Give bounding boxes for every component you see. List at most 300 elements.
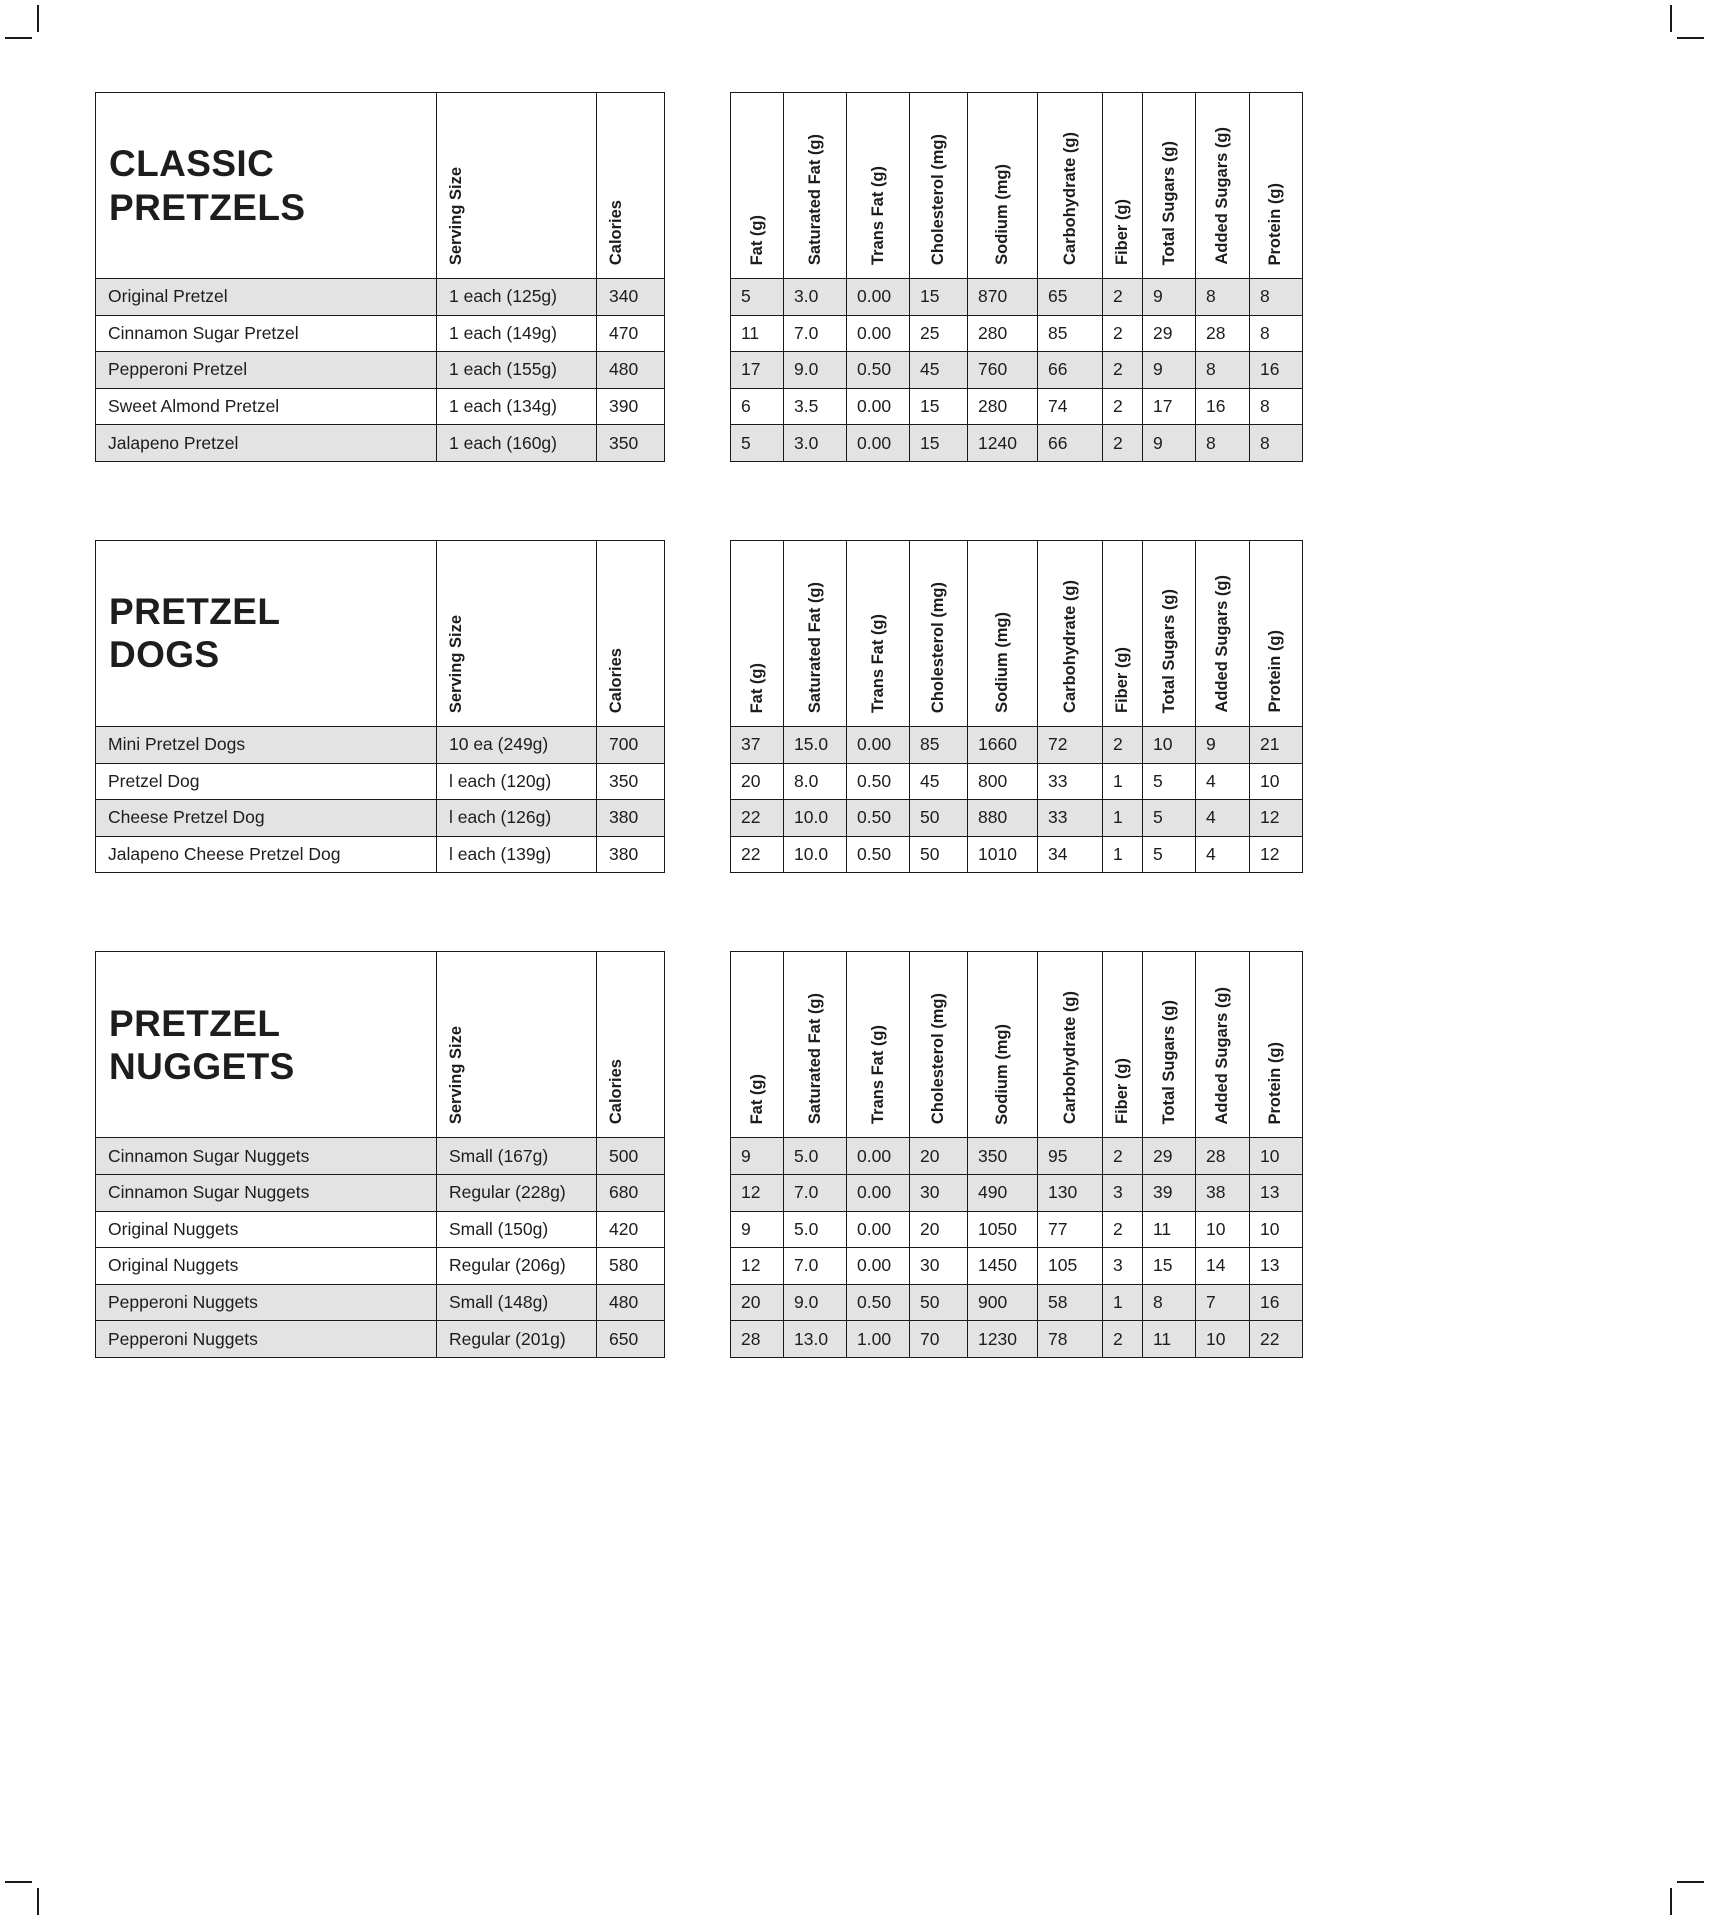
nutrition-value: 1 xyxy=(1102,800,1142,836)
nutrition-column-header xyxy=(846,952,909,1137)
crop-mark xyxy=(1677,1881,1704,1883)
nutrition-table-header xyxy=(731,541,1302,726)
nutrition-column-header-label: Carbohydrate (g) xyxy=(1060,991,1079,1125)
nutrition-value: 870 xyxy=(967,279,1037,315)
nutrition-value: 2 xyxy=(1102,1138,1142,1174)
nutrition-value: 10 xyxy=(1249,1138,1301,1174)
nutrition-value: 8 xyxy=(1249,425,1301,461)
calories-column-header: Calories xyxy=(596,541,665,726)
nutrition-value: 17 xyxy=(1142,389,1195,425)
nutrition-value: 350 xyxy=(967,1138,1037,1174)
nutrition-row xyxy=(731,1174,1302,1211)
nutrition-value: 20 xyxy=(741,1292,761,1313)
nutrition-column-header-label: Fiber (g) xyxy=(1113,646,1131,713)
nutrition-value: 280 xyxy=(967,316,1037,352)
nutrition-value: 77 xyxy=(1037,1212,1102,1248)
nutrition-row xyxy=(731,388,1302,425)
nutrition-value: 0.00 xyxy=(846,1175,909,1211)
nutrition-column-header-label: Total Sugars (g) xyxy=(1159,999,1178,1125)
nutrition-value: 8 xyxy=(1249,316,1301,352)
nutrition-table-header xyxy=(731,93,1302,278)
nutrition-table xyxy=(730,951,1303,1358)
nutrition-value: 10 xyxy=(1249,1212,1301,1248)
nutrition-value: 4 xyxy=(1195,764,1249,800)
nutrition-column-header xyxy=(783,93,846,278)
nutrition-value: 11 xyxy=(1142,1212,1195,1248)
nutrition-column-header xyxy=(1249,93,1301,278)
nutrition-value: 1230 xyxy=(967,1321,1037,1357)
serving-size-value: Regular (201g) xyxy=(436,1321,596,1357)
nutrition-column-header xyxy=(1142,952,1195,1137)
serving-size-value: 1 each (134g) xyxy=(436,389,596,425)
item-row xyxy=(96,1211,664,1248)
nutrition-value: 15 xyxy=(909,389,967,425)
calories-column-header: Calories xyxy=(596,93,665,278)
nutrition-column-header xyxy=(1037,93,1102,278)
nutrition-value: 15 xyxy=(1142,1248,1195,1284)
item-name: Original Nuggets xyxy=(108,1255,239,1276)
nutrition-value: 5 xyxy=(1142,800,1195,836)
nutrition-value: 2 xyxy=(1102,352,1142,388)
item-name: Pepperoni Pretzel xyxy=(108,359,248,380)
sections-container xyxy=(95,92,1303,1436)
calories-value: 350 xyxy=(596,764,665,800)
nutrition-value: 0.00 xyxy=(846,1212,909,1248)
nutrition-value: 11 xyxy=(741,322,760,343)
nutrition-value: 1 xyxy=(1102,837,1142,873)
nutrition-column-header-label: Cholesterol (mg) xyxy=(929,133,947,265)
nutrition-value: 38 xyxy=(1195,1175,1249,1211)
nutrition-column-header-label: Sodium (mg) xyxy=(993,164,1011,265)
nutrition-column-header xyxy=(1037,541,1102,726)
nutrition-value: 8 xyxy=(1249,389,1301,425)
nutrition-value: 760 xyxy=(967,352,1037,388)
nutrition-value: 4 xyxy=(1195,800,1249,836)
nutrition-value: 0.00 xyxy=(846,316,909,352)
item-row xyxy=(96,1174,664,1211)
nutrition-value: 0.00 xyxy=(846,1138,909,1174)
nutrition-value: 4 xyxy=(1195,837,1249,873)
serving-size-value: l each (126g) xyxy=(436,800,596,836)
nutrition-value: 8 xyxy=(1195,279,1249,315)
nutrition-value: 9.0 xyxy=(783,1285,846,1321)
nutrition-column-header xyxy=(909,93,967,278)
calories-column-header: Calories xyxy=(596,952,665,1137)
nutrition-table xyxy=(730,92,1303,462)
nutrition-column-header-label: Saturated Fat (g) xyxy=(805,581,824,713)
crop-mark xyxy=(1677,37,1704,39)
section-pretzel-dogs xyxy=(95,540,1303,873)
nutrition-column-header-label: Fiber (g) xyxy=(1113,1058,1131,1125)
nutrition-value: 130 xyxy=(1037,1175,1102,1211)
nutrition-value: 10 xyxy=(1195,1321,1249,1357)
nutrition-row xyxy=(731,351,1302,388)
nutrition-value: 9 xyxy=(1142,279,1195,315)
nutrition-column-header xyxy=(1195,952,1249,1137)
nutrition-column-header-label: Fat (g) xyxy=(747,214,766,265)
nutrition-row xyxy=(731,424,1302,461)
calories-value: 500 xyxy=(596,1138,665,1174)
nutrition-table-header xyxy=(731,952,1302,1137)
nutrition-value: 3 xyxy=(1102,1248,1142,1284)
crop-mark xyxy=(5,37,32,39)
nutrition-value: 74 xyxy=(1037,389,1102,425)
item-name: Pretzel Dog xyxy=(108,770,200,791)
nutrition-row xyxy=(731,1247,1302,1284)
serving-size-column-header: Serving Size xyxy=(436,93,596,278)
nutrition-column-header-label: Protein (g) xyxy=(1266,1041,1284,1125)
calories-value: 480 xyxy=(596,352,665,388)
nutrition-value: 16 xyxy=(1195,389,1249,425)
nutrition-value: 21 xyxy=(1249,727,1301,763)
nutrition-row xyxy=(731,836,1302,873)
calories-value: 380 xyxy=(596,837,665,873)
nutrition-column-header xyxy=(1249,541,1301,726)
nutrition-row xyxy=(731,726,1302,763)
section-title-line: DOGS xyxy=(109,634,220,676)
nutrition-column-header xyxy=(846,93,909,278)
nutrition-column-header-label: Sodium (mg) xyxy=(993,1023,1011,1125)
nutrition-column-header xyxy=(967,541,1037,726)
nutrition-value: 22 xyxy=(741,807,761,828)
nutrition-value: 12 xyxy=(741,1255,761,1276)
serving-size-value: 1 each (160g) xyxy=(436,425,596,461)
nutrition-column-header-label: Added Sugars (g) xyxy=(1213,986,1231,1125)
nutrition-value: 20 xyxy=(909,1138,967,1174)
nutrition-value: 10 xyxy=(1195,1212,1249,1248)
nutrition-value: 880 xyxy=(967,800,1037,836)
nutrition-value: 3.0 xyxy=(783,279,846,315)
item-row xyxy=(96,836,664,873)
item-name: Cinnamon Sugar Pretzel xyxy=(108,322,299,343)
nutrition-value: 1 xyxy=(1102,1285,1142,1321)
section-classic-pretzels xyxy=(95,92,1303,462)
calories-value: 340 xyxy=(596,279,665,315)
nutrition-value: 0.00 xyxy=(846,425,909,461)
section-title xyxy=(96,952,436,1137)
nutrition-value: 13 xyxy=(1249,1175,1301,1211)
calories-value: 480 xyxy=(596,1285,665,1321)
item-name: Cinnamon Sugar Nuggets xyxy=(108,1145,310,1166)
nutrition-value: 0.00 xyxy=(846,279,909,315)
nutrition-value: 1010 xyxy=(967,837,1037,873)
calories-value: 420 xyxy=(596,1212,665,1248)
nutrition-value: 25 xyxy=(909,316,967,352)
nutrition-value: 66 xyxy=(1037,425,1102,461)
nutrition-column-header xyxy=(1195,541,1249,726)
nutrition-column-header-label: Added Sugars (g) xyxy=(1213,127,1231,265)
items-table-header xyxy=(96,93,664,278)
section-title-line: PRETZEL xyxy=(109,591,281,633)
items-table-header xyxy=(96,541,664,726)
nutrition-table-body xyxy=(731,1137,1302,1357)
nutrition-value: 490 xyxy=(967,1175,1037,1211)
nutrition-row xyxy=(731,799,1302,836)
nutrition-value: 8 xyxy=(1142,1285,1195,1321)
nutrition-value: 39 xyxy=(1142,1175,1195,1211)
nutrition-column-header-label: Fiber (g) xyxy=(1113,199,1131,265)
nutrition-column-header xyxy=(967,952,1037,1137)
nutrition-value: 16 xyxy=(1249,352,1301,388)
item-name: Sweet Almond Pretzel xyxy=(108,396,280,417)
nutrition-table-body xyxy=(731,278,1302,461)
nutrition-column-header xyxy=(846,541,909,726)
nutrition-value: 29 xyxy=(1142,1138,1195,1174)
nutrition-column-header-label: Saturated Fat (g) xyxy=(805,993,824,1125)
nutrition-value: 0.00 xyxy=(846,1248,909,1284)
serving-size-value: Small (150g) xyxy=(436,1212,596,1248)
nutrition-value: 8 xyxy=(1195,352,1249,388)
nutrition-column-header-label: Protein (g) xyxy=(1266,630,1284,713)
nutrition-value: 8 xyxy=(1195,425,1249,461)
nutrition-value: 7.0 xyxy=(783,1248,846,1284)
nutrition-value: 78 xyxy=(1037,1321,1102,1357)
nutrition-value: 28 xyxy=(1195,316,1249,352)
nutrition-value: 9 xyxy=(1142,425,1195,461)
nutrition-value: 800 xyxy=(967,764,1037,800)
items-table xyxy=(95,951,665,1358)
serving-size-value: Regular (206g) xyxy=(436,1248,596,1284)
nutrition-value: 12 xyxy=(741,1182,761,1203)
nutrition-column-header-label: Cholesterol (mg) xyxy=(929,581,947,713)
nutrition-value: 3.0 xyxy=(783,425,846,461)
calories-value: 380 xyxy=(596,800,665,836)
nutrition-column-header xyxy=(731,541,783,726)
nutrition-value: 20 xyxy=(741,770,761,791)
serving-size-value: 1 each (149g) xyxy=(436,316,596,352)
nutrition-column-header-label: Total Sugars (g) xyxy=(1159,140,1178,265)
nutrition-value: 9.0 xyxy=(783,352,846,388)
nutrition-value: 15.0 xyxy=(783,727,846,763)
items-table-body xyxy=(96,278,664,461)
nutrition-value: 5 xyxy=(1142,837,1195,873)
nutrition-value: 22 xyxy=(741,844,761,865)
nutrition-value: 0.50 xyxy=(846,1285,909,1321)
nutrition-value: 10 xyxy=(1249,764,1301,800)
crop-mark xyxy=(1670,5,1672,32)
nutrition-value: 1240 xyxy=(967,425,1037,461)
serving-size-value: 1 each (155g) xyxy=(436,352,596,388)
nutrition-row xyxy=(731,1284,1302,1321)
nutrition-value: 8 xyxy=(1249,279,1301,315)
nutrition-value: 85 xyxy=(909,727,967,763)
nutrition-value: 7.0 xyxy=(783,1175,846,1211)
item-row xyxy=(96,1320,664,1357)
nutrition-value: 17 xyxy=(741,359,761,380)
nutrition-value: 5 xyxy=(741,286,751,307)
item-name: Jalapeno Cheese Pretzel Dog xyxy=(108,844,341,865)
nutrition-value: 10 xyxy=(1142,727,1195,763)
serving-size-value: Small (167g) xyxy=(436,1138,596,1174)
nutrition-row xyxy=(731,315,1302,352)
nutrition-value: 37 xyxy=(741,734,761,755)
item-row xyxy=(96,1137,664,1174)
nutrition-value: 1 xyxy=(1102,764,1142,800)
nutrition-column-header-label: Trans Fat (g) xyxy=(868,613,887,713)
items-table-body xyxy=(96,1137,664,1357)
nutrition-value: 3 xyxy=(1102,1175,1142,1211)
nutrition-value: 2 xyxy=(1102,389,1142,425)
nutrition-column-header xyxy=(1142,541,1195,726)
nutrition-table-body xyxy=(731,726,1302,872)
serving-size-value: l each (120g) xyxy=(436,764,596,800)
nutrition-value: 12 xyxy=(1249,800,1301,836)
nutrition-column-header-label: Saturated Fat (g) xyxy=(805,133,824,265)
item-row xyxy=(96,726,664,763)
nutrition-column-header-label: Total Sugars (g) xyxy=(1159,588,1178,713)
nutrition-value: 50 xyxy=(909,800,967,836)
nutrition-value: 900 xyxy=(967,1285,1037,1321)
crop-mark xyxy=(37,1888,39,1915)
nutrition-column-header xyxy=(1142,93,1195,278)
section-title-line: CLASSIC xyxy=(109,143,275,185)
nutrition-value: 0.00 xyxy=(846,727,909,763)
nutrition-row xyxy=(731,1211,1302,1248)
serving-size-column-header: Serving Size xyxy=(436,952,596,1137)
nutrition-value: 66 xyxy=(1037,352,1102,388)
section-title-line: PRETZEL xyxy=(109,1002,281,1044)
nutrition-value: 5 xyxy=(1142,764,1195,800)
nutrition-value: 2 xyxy=(1102,727,1142,763)
nutrition-value: 13 xyxy=(1249,1248,1301,1284)
nutrition-value: 33 xyxy=(1037,764,1102,800)
nutrition-value: 9 xyxy=(741,1145,751,1166)
nutrition-column-header-label: Protein (g) xyxy=(1266,182,1284,265)
nutrition-value: 9 xyxy=(741,1218,751,1239)
nutrition-value: 10.0 xyxy=(783,837,846,873)
nutrition-row xyxy=(731,1137,1302,1174)
nutrition-column-header xyxy=(731,952,783,1137)
item-row xyxy=(96,315,664,352)
nutrition-value: 10.0 xyxy=(783,800,846,836)
item-name: Mini Pretzel Dogs xyxy=(108,734,246,755)
nutrition-column-header xyxy=(967,93,1037,278)
nutrition-value: 16 xyxy=(1249,1285,1301,1321)
serving-size-value: Regular (228g) xyxy=(436,1175,596,1211)
nutrition-value: 1.00 xyxy=(846,1321,909,1357)
calories-value: 650 xyxy=(596,1321,665,1357)
nutrition-column-header xyxy=(1102,541,1142,726)
nutrition-column-header-label: Trans Fat (g) xyxy=(868,165,887,265)
nutrition-value: 50 xyxy=(909,837,967,873)
nutrition-value: 9 xyxy=(1195,727,1249,763)
nutrition-value: 28 xyxy=(741,1328,761,1349)
nutrition-column-header xyxy=(1102,952,1142,1137)
nutrition-value: 2 xyxy=(1102,1321,1142,1357)
item-row xyxy=(96,388,664,425)
calories-value: 470 xyxy=(596,316,665,352)
nutrition-row xyxy=(731,763,1302,800)
nutrition-column-header-label: Fat (g) xyxy=(747,1073,766,1125)
nutrition-value: 2 xyxy=(1102,1212,1142,1248)
nutrition-column-header xyxy=(783,952,846,1137)
item-row xyxy=(96,351,664,388)
nutrition-column-header xyxy=(1195,93,1249,278)
nutrition-value: 72 xyxy=(1037,727,1102,763)
nutrition-value: 7.0 xyxy=(783,316,846,352)
nutrition-value: 1050 xyxy=(967,1212,1037,1248)
nutrition-value: 50 xyxy=(909,1285,967,1321)
item-row xyxy=(96,799,664,836)
nutrition-value: 1450 xyxy=(967,1248,1037,1284)
nutrition-value: 29 xyxy=(1142,316,1195,352)
nutrition-value: 34 xyxy=(1037,837,1102,873)
nutrition-value: 15 xyxy=(909,279,967,315)
nutrition-value: 15 xyxy=(909,425,967,461)
nutrition-value: 95 xyxy=(1037,1138,1102,1174)
section-pretzel-nuggets xyxy=(95,951,1303,1358)
nutrition-value: 3.5 xyxy=(783,389,846,425)
item-row xyxy=(96,424,664,461)
calories-value: 390 xyxy=(596,389,665,425)
nutrition-value: 1660 xyxy=(967,727,1037,763)
nutrition-value: 70 xyxy=(909,1321,967,1357)
nutrition-value: 5 xyxy=(741,432,751,453)
nutrition-table xyxy=(730,540,1303,873)
nutrition-value: 7 xyxy=(1195,1285,1249,1321)
nutrition-value: 0.00 xyxy=(846,389,909,425)
serving-size-value: 1 each (125g) xyxy=(436,279,596,315)
item-name: Cheese Pretzel Dog xyxy=(108,807,265,828)
calories-value: 680 xyxy=(596,1175,665,1211)
crop-mark xyxy=(1670,1888,1672,1915)
crop-mark xyxy=(5,1881,32,1883)
crop-mark xyxy=(37,5,39,32)
nutrition-column-header-label: Added Sugars (g) xyxy=(1213,575,1231,713)
nutrition-value: 45 xyxy=(909,764,967,800)
items-table xyxy=(95,92,665,462)
nutrition-column-header-label: Cholesterol (mg) xyxy=(929,993,947,1125)
nutrition-value: 9 xyxy=(1142,352,1195,388)
nutrition-value: 5.0 xyxy=(783,1212,846,1248)
item-name: Jalapeno Pretzel xyxy=(108,432,239,453)
nutrition-value: 8.0 xyxy=(783,764,846,800)
nutrition-value: 28 xyxy=(1195,1138,1249,1174)
items-table xyxy=(95,540,665,873)
nutrition-value: 12 xyxy=(1249,837,1301,873)
nutrition-value: 65 xyxy=(1037,279,1102,315)
item-name: Original Nuggets xyxy=(108,1218,239,1239)
section-title xyxy=(96,541,436,726)
serving-size-value: l each (139g) xyxy=(436,837,596,873)
calories-value: 350 xyxy=(596,425,665,461)
nutrition-value: 13.0 xyxy=(783,1321,846,1357)
nutrition-value: 14 xyxy=(1195,1248,1249,1284)
nutrition-value: 0.50 xyxy=(846,837,909,873)
serving-size-column-header: Serving Size xyxy=(436,541,596,726)
serving-size-value: 10 ea (249g) xyxy=(436,727,596,763)
nutrition-column-header-label: Trans Fat (g) xyxy=(868,1025,887,1125)
nutrition-value: 85 xyxy=(1037,316,1102,352)
nutrition-value: 6 xyxy=(741,396,751,417)
item-row xyxy=(96,763,664,800)
item-row xyxy=(96,1247,664,1284)
calories-value: 580 xyxy=(596,1248,665,1284)
item-row xyxy=(96,278,664,315)
items-table-body xyxy=(96,726,664,872)
nutrition-column-header xyxy=(909,952,967,1137)
nutrition-value: 30 xyxy=(909,1248,967,1284)
nutrition-value: 2 xyxy=(1102,279,1142,315)
nutrition-value: 22 xyxy=(1249,1321,1301,1357)
nutrition-column-header xyxy=(1037,952,1102,1137)
section-title-line: PRETZELS xyxy=(109,186,306,228)
nutrition-column-header-label: Fat (g) xyxy=(747,662,766,713)
nutrition-value: 280 xyxy=(967,389,1037,425)
item-row xyxy=(96,1284,664,1321)
nutrition-column-header-label: Carbohydrate (g) xyxy=(1060,580,1079,713)
nutrition-value: 20 xyxy=(909,1212,967,1248)
